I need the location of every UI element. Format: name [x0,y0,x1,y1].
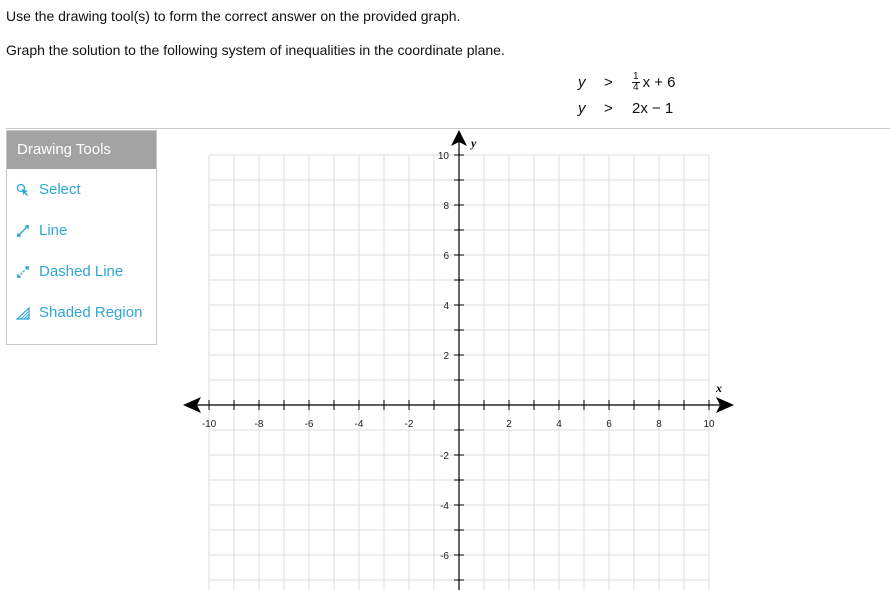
y-tick-label: 4 [443,301,449,312]
dashed-line-tool-label: Dashed Line [39,263,124,280]
y-tick-label: 6 [443,251,449,262]
x-tick-label: 8 [656,419,662,430]
x-tick-label: 4 [556,419,562,430]
shaded-region-tool-label: Shaded Region [39,304,143,321]
fraction-denominator: 4 [633,82,639,93]
inequality-1-lhs: y [578,74,586,91]
inequality-2-lhs: y [578,100,586,117]
y-tick-label: -4 [440,501,449,512]
x-tick-label: -10 [201,419,217,430]
drawing-tools-header: Drawing Tools [7,131,156,169]
y-axis-label: y [471,136,477,150]
inequality-1-operator: > [604,74,613,91]
x-tick-label: -8 [254,419,264,430]
y-tick-label: -2 [440,451,449,462]
x-tick-label: 6 [606,419,612,430]
line-tool-label: Line [39,222,68,239]
x-tick-label: -4 [354,419,364,430]
x-tick-label: 2 [506,419,512,430]
x-tick-label: -2 [404,419,414,430]
inequality-2-operator: > [604,100,613,117]
x-tick-label: -6 [304,419,314,430]
y-tick-label: 8 [443,201,449,212]
x-axis-label: x [716,381,722,395]
y-tick-label: 2 [443,351,449,362]
inequality-2-rhs: 2x − 1 [632,100,674,117]
instruction-text: Use the drawing tool(s) to form the correct answer on the provided graph. [6,8,461,24]
fraction-numerator: 1 [633,71,639,82]
y-tick-label: 10 [437,151,449,162]
inequality-1-rhs: x + 6 [642,74,676,91]
select-tool-label: Select [39,181,81,198]
y-tick-label: -6 [440,551,449,562]
question-text: Graph the solution to the following system of inequalities in the coordinate plane. [6,42,505,58]
x-tick-label: 10 [703,419,715,430]
